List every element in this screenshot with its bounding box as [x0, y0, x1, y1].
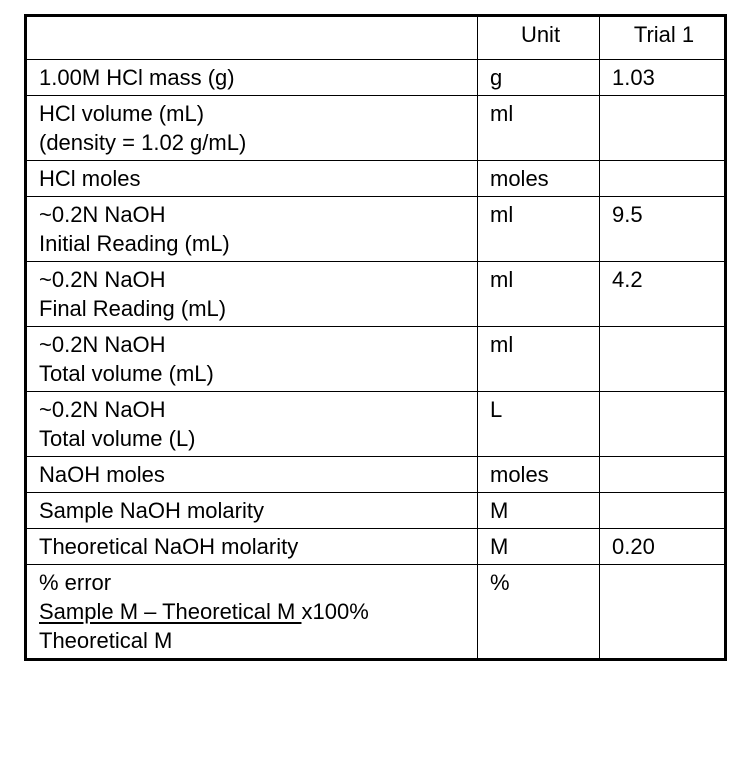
row-label-line: Total volume (mL)	[39, 361, 214, 386]
table-row	[26, 161, 726, 197]
table-row	[26, 96, 726, 161]
row-label-line: HCl moles	[39, 166, 141, 191]
row-label-line: (density = 1.02 g/mL)	[39, 130, 247, 155]
header-row	[26, 16, 726, 60]
row-trial-cell: 4.2	[600, 262, 726, 327]
row-label-line: Initial Reading (mL)	[39, 231, 230, 256]
table-row	[26, 457, 726, 493]
row-label-line: Sample NaOH molarity	[39, 498, 264, 523]
formula-numerator: Sample M – Theoretical M	[39, 599, 302, 624]
row-label-cell	[26, 565, 478, 660]
formula-factor: x100%	[301, 599, 369, 624]
row-unit-cell: g	[478, 60, 600, 96]
header-trial-cell: Trial 1	[600, 16, 726, 60]
row-unit-cell: ml	[478, 262, 600, 327]
titration-data-table	[24, 14, 727, 661]
row-label-cell	[26, 60, 478, 96]
row-label-cell	[26, 392, 478, 457]
row-trial-cell	[600, 327, 726, 392]
header-unit-cell: Unit	[478, 16, 600, 60]
row-unit-cell: moles	[478, 161, 600, 197]
row-trial-cell	[600, 493, 726, 529]
row-unit-cell: L	[478, 392, 600, 457]
row-label-line: % error	[39, 570, 112, 595]
row-label-line: ~0.2N NaOH	[39, 397, 166, 422]
row-label-line: 1.00M HCl mass (g)	[39, 65, 235, 90]
row-label-line: Final Reading (mL)	[39, 296, 227, 321]
table-row	[26, 327, 726, 392]
row-trial-cell	[600, 565, 726, 660]
row-label-cell	[26, 493, 478, 529]
table-row	[26, 197, 726, 262]
table-row	[26, 262, 726, 327]
row-unit-cell: M	[478, 529, 600, 565]
formula-denominator: Theoretical M	[39, 628, 173, 653]
row-label-cell	[26, 161, 478, 197]
row-trial-cell	[600, 96, 726, 161]
row-unit-cell: M	[478, 493, 600, 529]
row-label-line: HCl volume (mL)	[39, 101, 205, 126]
percent-error-formula	[39, 597, 469, 626]
data-sheet	[24, 14, 724, 661]
row-trial-cell	[600, 392, 726, 457]
row-trial-cell	[600, 161, 726, 197]
row-label-line: Total volume (L)	[39, 426, 196, 451]
table-row	[26, 529, 726, 565]
table-row	[26, 493, 726, 529]
row-unit-cell: moles	[478, 457, 600, 493]
row-label-line: Theoretical NaOH molarity	[39, 534, 299, 559]
row-label-line: ~0.2N NaOH	[39, 332, 166, 357]
row-label-line: ~0.2N NaOH	[39, 267, 166, 292]
row-trial-cell: 9.5	[600, 197, 726, 262]
row-trial-cell: 0.20	[600, 529, 726, 565]
row-unit-cell: %	[478, 565, 600, 660]
row-label-cell	[26, 96, 478, 161]
table-row	[26, 60, 726, 96]
row-label-cell	[26, 262, 478, 327]
row-label-cell	[26, 327, 478, 392]
row-label-cell	[26, 197, 478, 262]
row-unit-cell: ml	[478, 197, 600, 262]
row-label-line: NaOH moles	[39, 462, 165, 487]
row-label-cell	[26, 457, 478, 493]
row-trial-cell	[600, 457, 726, 493]
row-label-line: ~0.2N NaOH	[39, 202, 166, 227]
row-unit-cell: ml	[478, 96, 600, 161]
table-row	[26, 392, 726, 457]
row-unit-cell: ml	[478, 327, 600, 392]
row-label-cell	[26, 529, 478, 565]
row-trial-cell: 1.03	[600, 60, 726, 96]
header-label-cell	[26, 16, 478, 60]
table-row	[26, 565, 726, 660]
